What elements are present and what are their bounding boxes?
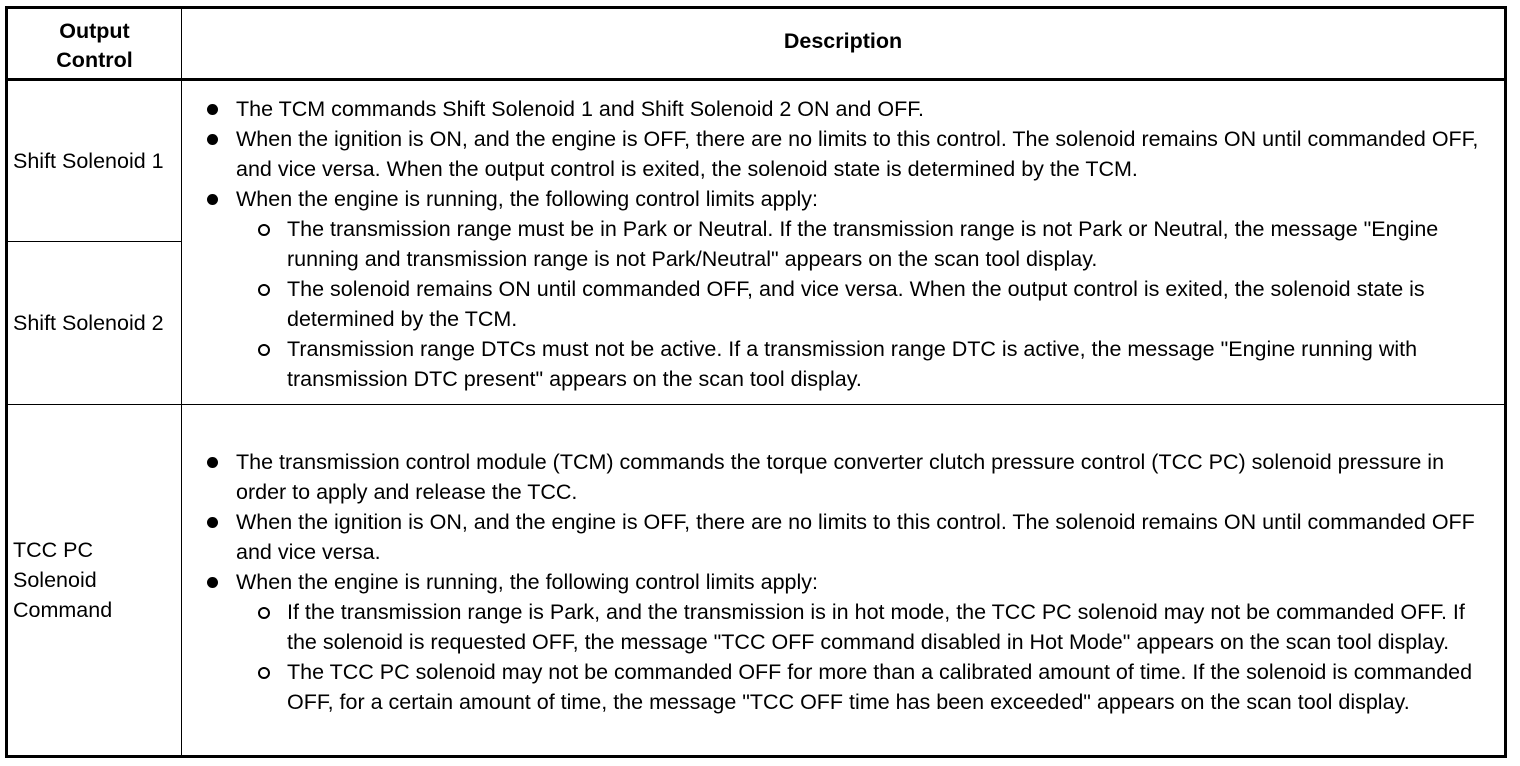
- table-header: [7, 8, 1506, 80]
- tcc-bullet-1: The transmission control module (TCM) commands the torque converter clutch pressure control (TCC PC) solenoid pressure in order to apply and release the TCC.: [186, 447, 1500, 507]
- table-row: [7, 80, 1506, 242]
- row-label-tcc-pc-solenoid-command: TCC PC Solenoid Command: [7, 405, 182, 757]
- tcc-bullet-3-text: When the engine is running, the following control limits apply:: [236, 569, 819, 594]
- shift-sub-bullet-1: The transmission range must be in Park or Neutral. If the transmission range is not Park or Neutral, the message "Engine running and transmission range is not Park/Neutral" appears on the scan tool display.: [186, 214, 1500, 274]
- shift-bullet-2: When the ignition is ON, and the engine is OFF, there are no limits to this control. The solenoid remains ON until commanded OFF, and vice versa. When the output control is exited, the solenoid state is determined by the TCM.: [186, 124, 1500, 184]
- tcc-sub-bullet-1: If the transmission range is Park, and the transmission is in hot mode, the TCC PC solenoid may not be commanded OFF. If the solenoid is requested OFF, the message "TCC OFF command disabled in Hot Mode" appears on the scan tool display.: [186, 597, 1500, 657]
- tcc-bullet-3: [186, 567, 1500, 717]
- table-row: [7, 405, 1506, 757]
- header-description: Description: [182, 8, 1506, 80]
- shift-sub-bullet-2: The solenoid remains ON until commanded OFF, and vice versa. When the output control is exited, the solenoid state is determined by the TCM.: [186, 274, 1500, 334]
- tcc-bullet-list: [186, 447, 1500, 717]
- tcc-description: [182, 405, 1506, 757]
- shift-solenoid-description: [182, 80, 1506, 405]
- shift-bullet-3: [186, 184, 1500, 394]
- table-body: [7, 80, 1506, 757]
- tcc-sub-bullet-2: The TCC PC solenoid may not be commanded OFF for more than a calibrated amount of time. If the solenoid is commanded OFF, for a certain amount of time, the message "TCC OFF time has been exceeded" appears on the scan tool display.: [186, 657, 1500, 717]
- tcc-bullet-2: When the ignition is ON, and the engine is OFF, there are no limits to this control. The solenoid remains ON until commanded OFF and vice versa.: [186, 507, 1500, 567]
- row-label-shift-solenoid-1: Shift Solenoid 1: [7, 80, 182, 242]
- shift-sub-bullet-list: [186, 214, 1500, 394]
- shift-bullet-3-text: When the engine is running, the following control limits apply:: [236, 187, 819, 211]
- header-row: [7, 8, 1506, 80]
- output-control-table: [5, 6, 1507, 758]
- header-output-control: [7, 8, 182, 80]
- row-label-shift-solenoid-2: Shift Solenoid 2: [7, 242, 182, 405]
- shift-bullet-1: The TCM commands Shift Solenoid 1 and Shift Solenoid 2 ON and OFF.: [186, 94, 1500, 124]
- shift-bullet-list: [186, 94, 1500, 394]
- header-output-control-text: Output Control: [56, 18, 133, 72]
- tcc-sub-bullet-list: [186, 597, 1500, 717]
- shift-sub-bullet-3: Transmission range DTCs must not be active. If a transmission range DTC is active, the message "Engine running with transmission DTC present" appears on the scan tool display.: [186, 334, 1500, 394]
